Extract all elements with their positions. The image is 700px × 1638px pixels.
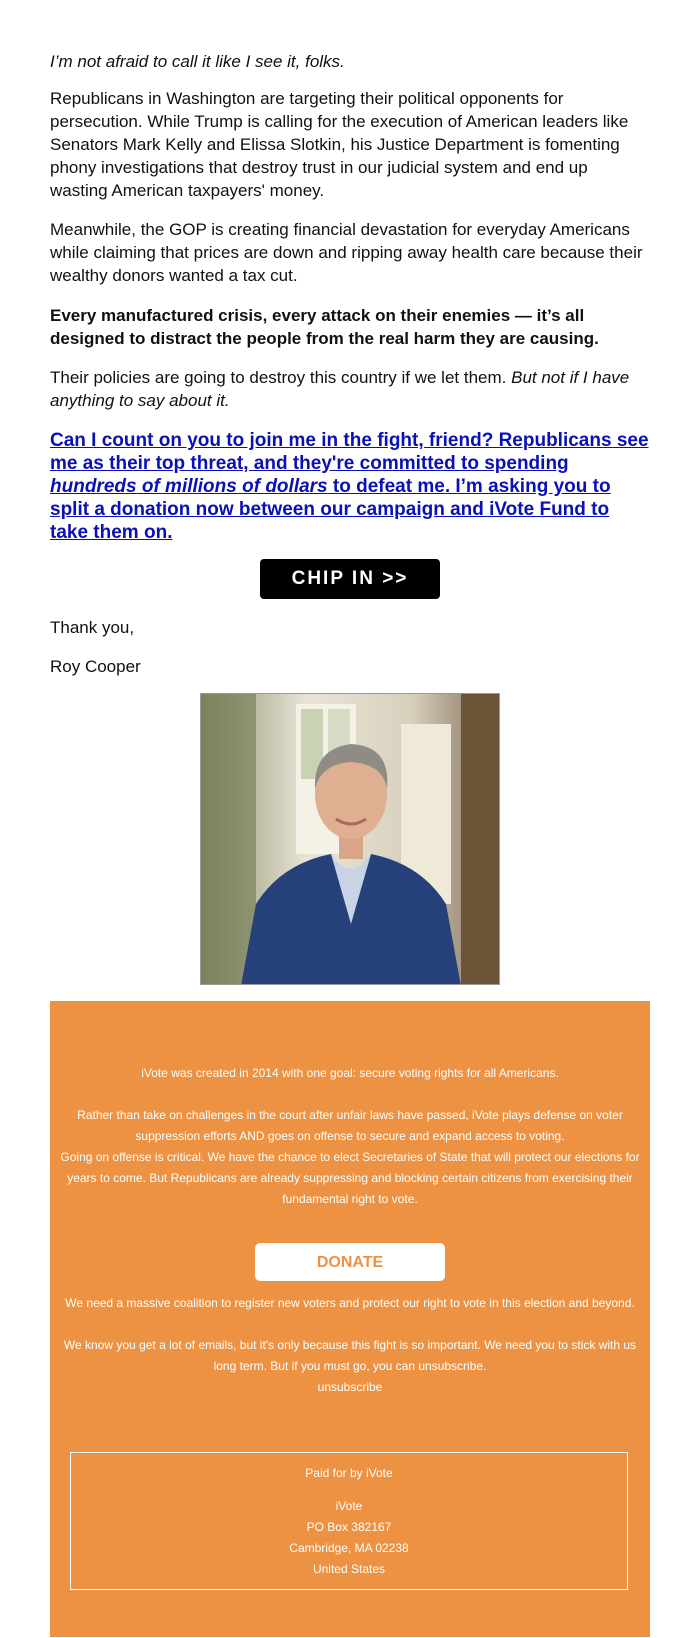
address-country: United States [312,1562,386,1576]
footer-mission: iVote was created in 2014 with one goal: secure voting rights for all Americans. [141,1066,559,1080]
donation-appeal-link[interactable] [50,429,650,544]
candidate-portrait-illustration [201,694,500,985]
mailing-address [71,1496,627,1580]
unsubscribe-link[interactable]: unsubscribe [317,1380,383,1394]
paid-for-text: Paid for by iVote [305,1466,393,1480]
body-paragraph-bold: Every manufactured crisis, every attack on their enemies — it’s all designed to distract the people from the real harm they are causing. [50,306,599,348]
address-name: iVote [335,1499,363,1513]
footer-defense: Rather than take on challenges in the court after unfair laws have passed, iVote plays defense on voter suppression efforts AND goes on offense to secure and expand access to voting. [77,1108,623,1143]
body-paragraph-economy: Meanwhile, the GOP is creating financial devastation for everyday Americans while claiming that prices are down and ripping away health care because their wealthy donors wanted a tax cut. [50,220,643,285]
policies-text: Their policies are going to destroy this country if we let them. [50,368,512,387]
donate-button[interactable]: DONATE [255,1243,445,1281]
intro-line: I’m not afraid to call it like I see it, folks. [50,52,345,71]
closing-thanks: Thank you, [50,618,135,637]
footer-coalition: We need a massive coalition to register new voters and protect our right to vote in this election and beyond. [65,1296,635,1310]
appeal-text-2: to defeat me. I’m asking you to split a donation now between our campaign and iVote Fund to take them on. [50,476,611,543]
body-paragraph-policies [50,366,650,412]
candidate-photo [200,693,500,985]
paid-for-box [70,1452,628,1590]
policies-italic-text: But not if I have anything to say about it. [50,368,630,410]
appeal-italic: hundreds of millions of dollars [50,476,328,497]
footer-panel [50,1001,650,1637]
signature: Roy Cooper [50,657,141,676]
body-paragraph-persecution: Republicans in Washington are targeting their political opponents for persecution. While Trump is calling for the execution of American leaders like Senators Mark Kelly and Elissa Slotkin, his Justice Department is fomenting phony investigations that destroy trust in our judicial system and end up wasting American taxpayers' money. [50,89,629,200]
footer-offense: Going on offense is critical. We have the chance to elect Secretaries of State that will protect our elections for years to come. But Republicans are already suppressing and blocking certain citizens from exercising their fundamental right to vote. [60,1150,640,1206]
address-city: Cambridge, MA 02238 [289,1541,409,1555]
address-street: PO Box 382167 [306,1520,392,1534]
appeal-text-1: Can I count on you to join me in the fight, friend? Republicans see me as their top threat, and they're committed to spending [50,430,649,474]
footer-emails-note: We know you get a lot of emails, but it's only because this fight is so important. We need you to stick with us long term. But if you must go, you can unsubscribe. [63,1338,637,1373]
chip-in-button[interactable]: CHIP IN >> [260,559,440,599]
